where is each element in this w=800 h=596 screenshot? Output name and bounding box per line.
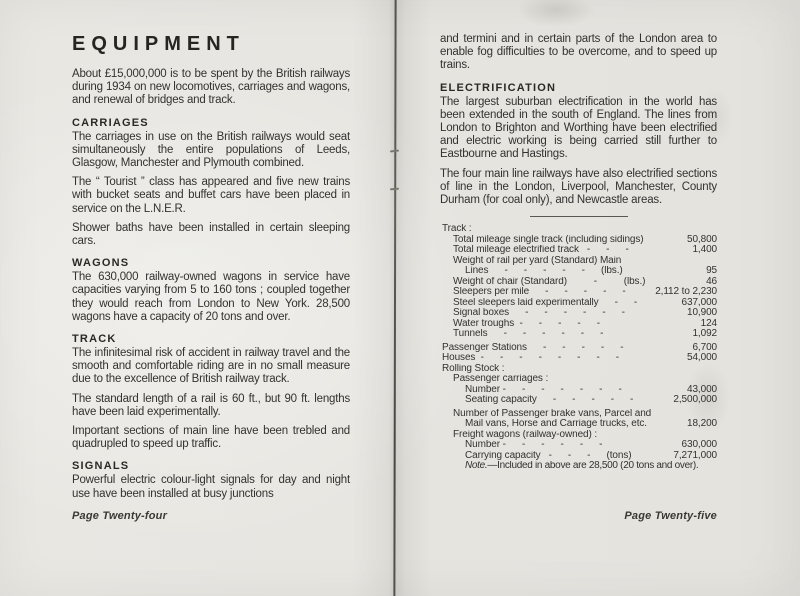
binding-crease <box>393 0 396 596</box>
row-label: Sleepers per mile - - - - - <box>453 287 626 298</box>
table-note-row <box>440 461 717 472</box>
section-heading-electrification: ELECTRIFICATION <box>440 81 557 94</box>
row-value <box>548 374 717 385</box>
row-label: Total mileage electrified track - - - <box>453 245 629 256</box>
row-label: Mail vans, Horse and Carriage trucks, etc. <box>465 419 647 430</box>
table-row <box>440 277 717 288</box>
row-label: Passenger Stations - - - - - <box>442 342 624 353</box>
row-label: Rolling Stock : <box>442 363 505 374</box>
row-value <box>504 364 717 375</box>
row-value: 18,200 <box>687 419 717 430</box>
row-value: 50,800 <box>687 234 717 245</box>
note-prefix: Note. <box>465 461 488 472</box>
row-label: Number - - - - - - <box>465 440 603 451</box>
carriages-paragraph-3: Shower baths have been installed in certain sleeping cars. <box>72 221 350 248</box>
table-row <box>440 430 717 441</box>
track-paragraph-3: Important sections of main line have been trebled and quadrupled to speed up traffic. <box>72 425 350 451</box>
row-value: 124 <box>700 318 717 329</box>
wagons-paragraph-1: The 630,000 railway-owned wagons in service have capacities varying from 5 to 160 tons ; coupled together they would reach from London to New York. 28,500 wagons have a capacity of 20 tons and over. <box>72 271 350 323</box>
table-row <box>440 374 717 385</box>
row-value: 637,000 <box>681 297 717 308</box>
page-number-right: Page Twenty-five <box>624 510 717 522</box>
continued-paragraph: and termini and in certain parts of the London area to enable fog difficulties to be overcome, and to speed up trains. <box>440 33 717 72</box>
row-value <box>621 256 717 267</box>
table-row <box>440 451 717 462</box>
row-value <box>597 430 717 441</box>
table-row <box>440 364 717 375</box>
row-label: Carrying capacity - - - (tons) <box>465 450 632 461</box>
row-value: 7,271,000 <box>673 450 717 461</box>
table-row <box>440 308 717 319</box>
row-label: Tunnels - - - - - - <box>453 329 604 340</box>
carriages-paragraph-1: The carriages in use on the British railways would seat simultaneously the entire populations of Leeds, Glasgow, Manchester and Plymouth combined. <box>72 130 350 170</box>
table-row <box>440 287 717 298</box>
table-row <box>440 385 717 396</box>
table-row <box>440 395 717 406</box>
intro-paragraph: About £15,000,000 is to be spent by the British railways during 1934 on new locomotives, carriages and wagons, and renewal of bridges and track. <box>72 68 350 107</box>
section-heading-track: TRACK <box>72 333 117 346</box>
row-label: Total mileage single track (including sidings) <box>453 234 644 245</box>
table-row <box>440 319 717 330</box>
page-title: EQUIPMENT <box>72 33 245 55</box>
left-page <box>72 33 350 523</box>
table-row <box>440 298 717 309</box>
row-label: Houses - - - - - - - - <box>442 353 619 364</box>
right-page <box>440 33 717 523</box>
statistics-table <box>440 224 717 472</box>
divider-rule <box>530 216 628 217</box>
table-row <box>440 256 717 267</box>
track-paragraph-2: The standard length of a rail is 60 ft., but 90 ft. lengths have been laid experimentally. <box>72 392 350 418</box>
row-label: Lines - - - - - (lbs.) <box>465 266 623 277</box>
note-text: —Included in above are 28,500 (20 tons and over). <box>487 461 699 472</box>
electrification-paragraph-1: The largest suburban electrification in the world has been extended in the south of England. The lines from London to Brighton and Worthing have been electrified and electric working is being carried still further to Eastbourne and Hastings. <box>440 95 717 161</box>
carriages-paragraph-2: The “ Tourist ” class has appeared and five new trains with bucket seats and buffet cars have been placed in service on the L.N.E.R. <box>72 176 350 215</box>
row-label: Number of Passenger brake vans, Parcel and <box>453 408 652 419</box>
table-row <box>440 440 717 451</box>
row-label: Weight of rail per yard (Standard) Main <box>453 255 622 266</box>
table-row <box>440 419 717 430</box>
row-label: Steel sleepers laid experimentally - - <box>453 297 638 308</box>
row-value: 2,112 to 2,230 <box>655 287 717 298</box>
row-label: Freight wagons (railway-owned) : <box>453 429 598 440</box>
row-label: Track : <box>442 224 472 235</box>
row-value: 1,092 <box>692 329 717 340</box>
row-value: 1,400 <box>692 245 717 256</box>
table-row <box>440 235 717 246</box>
section-heading-wagons: WAGONS <box>72 257 130 270</box>
table-row <box>440 343 717 354</box>
table-row <box>440 224 717 235</box>
row-value: 630,000 <box>681 440 717 451</box>
electrification-paragraph-2: The four main line railways have also electrified sections of line in the London, Liverpool, Manchester, County Durham (for coal only), and Newcastle areas. <box>440 167 717 207</box>
row-value: 46 <box>706 276 717 287</box>
row-value: 54,000 <box>687 353 717 364</box>
row-label: Passenger carriages : <box>453 374 549 385</box>
page-number-left: Page Twenty-four <box>72 510 168 522</box>
row-label: Signal boxes - - - - - - <box>453 308 625 319</box>
row-value <box>651 409 717 420</box>
row-label: Weight of chair (Standard) - (lbs.) <box>453 276 646 287</box>
table-row <box>440 353 717 364</box>
row-value: 43,000 <box>687 384 717 395</box>
row-value <box>472 224 718 235</box>
table-row <box>440 409 717 420</box>
row-value: 6,700 <box>692 342 717 353</box>
section-heading-signals: SIGNALS <box>72 460 130 473</box>
row-label: Number - - - - - - - <box>465 384 622 395</box>
section-heading-carriages: CARRIAGES <box>72 116 149 129</box>
row-label: Seating capacity - - - - - <box>465 395 634 406</box>
table-row <box>440 266 717 277</box>
row-value: 10,900 <box>687 308 717 319</box>
row-value: 2,500,000 <box>673 395 717 406</box>
table-row <box>440 329 717 340</box>
table-row <box>440 245 717 256</box>
row-label: Water troughs - - - - - <box>453 318 600 329</box>
track-paragraph-1: The infinitesimal risk of accident in railway travel and the smooth and comfortable riding are in no small measure due to the excellence of British railway track. <box>72 347 350 386</box>
staple-mark <box>390 188 399 191</box>
row-value: 95 <box>706 266 717 277</box>
signals-paragraph-1: Powerful electric colour-light signals for day and night use have been installed at busy junctions <box>72 474 350 500</box>
